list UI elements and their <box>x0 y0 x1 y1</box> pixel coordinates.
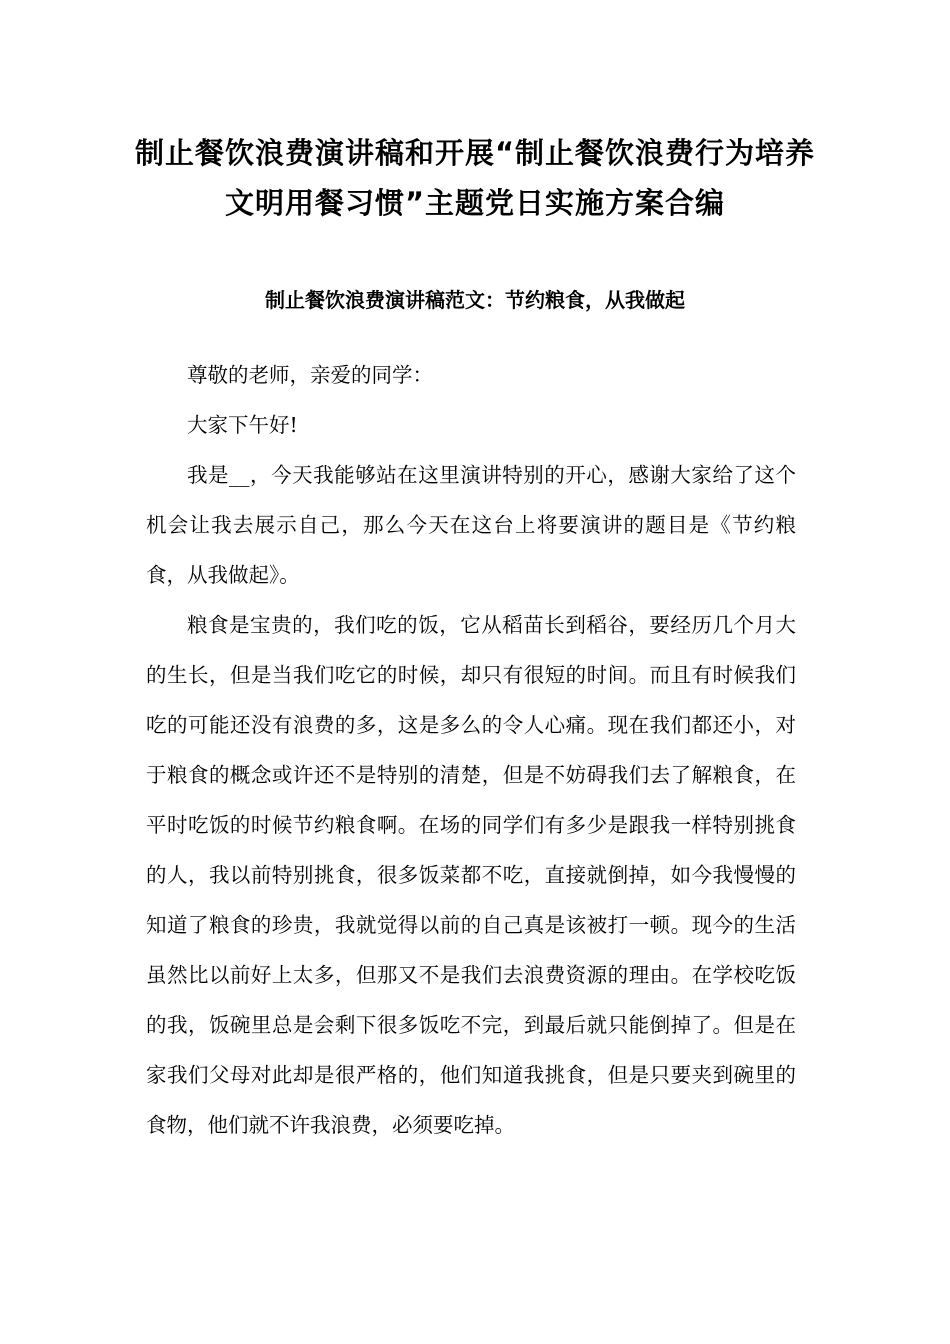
paragraph-greeting: 大家下午好! <box>187 413 298 437</box>
paragraph-main: 粮食是宝贵的，我们吃的饭，它从稻苗长到稻谷，要经历几个月大的生长，但是当我们吃它的时候，却只有很短的时间。而且有时候我们吃的可能还没有浪费的多，这是多么的令人心痛。现在我们都还小，对于粮食的概念或许还不是特别的清楚，但是不妨碍我们去了解粮食，在平时吃饭的时候节约粮食啊。在场的同学们有多少是跟我一样特别挑食的人，我以前特别挑食，很多饭菜都不吃，直接就倒掉，如今我慢慢的知道了粮食的珍贵，我就觉得以前的自己真是该被打一顿。现今的生活虽然比以前好上太多，但那又不是我们去浪费资源的理由。在学校吃饭的我，饭碗里总是会剩下很多饭吃不完，到最后就只能倒掉了。但是在家我们父母对此却是很严格的，他们知道我挑食，但是只要夹到碗里的食物，他们就不许我浪费，必须要吃掉。 <box>146 613 796 1137</box>
speech-body <box>146 350 796 1150</box>
section-subtitle: 制止餐饮浪费演讲稿范文：节约粮食，从我做起 <box>265 288 685 312</box>
document-title <box>100 128 850 228</box>
paragraph-salutation: 尊敬的老师，亲爱的同学： <box>187 363 433 387</box>
paragraph-intro: 我是__，今天我能够站在这里演讲特别的开心，感谢大家给了这个机会让我去展示自己，那么今天在这台上将要演讲的题目是《节约粮食，从我做起》。 <box>146 463 796 587</box>
title-line-1: 制止餐饮浪费演讲稿和开展“制止餐饮浪费行为培养 <box>134 136 816 170</box>
title-line-2: 文明用餐习惯”主题党日实施方案合编 <box>224 186 726 220</box>
